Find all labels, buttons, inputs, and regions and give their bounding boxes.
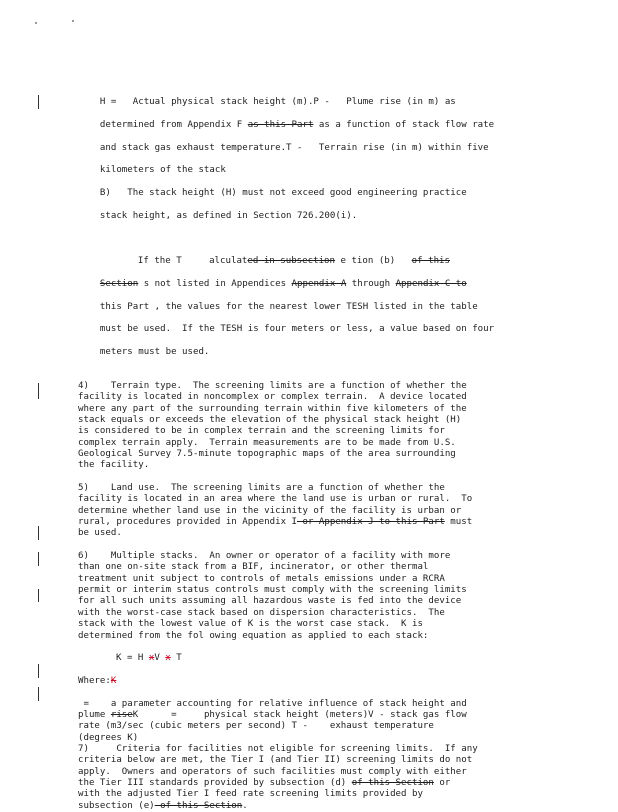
text-run: 5) Land use. The screening limits are a function of whether the facility is located in an area where the land use is urban or rural. To determine whether land use in the vicinity of the facility is urban or rural, procedures provided in Appendix I — [78, 483, 473, 528]
text-run: determined from Appendix F — [99, 120, 248, 131]
text-run: e tion (b) — [335, 256, 412, 267]
revision-bar — [38, 589, 39, 602]
text-run: must be used. — [78, 517, 473, 539]
text-run: stack height, as defined in Section 726.200(i). — [99, 210, 358, 221]
text-run: If the T alculat — [137, 256, 248, 267]
text-run: K = physical stack height (meters)V - stack gas flow rate (m3/sec (cubic meters per second) T - exhaust temperature (degrees K) 7) Criteria for facilities not eligible for screening limits. If any criteria below are met, the Tier I (and Tier II) screening limits do not apply. Owners and operators of such facilities must comply with either the Tier III standards provided by subsection (d) — [78, 709, 478, 788]
text-run: as a function of stack flow rate — [313, 120, 495, 131]
text-run: must be used. If the TESH is four meters or less, a value based on four — [99, 324, 495, 335]
paragraph-definitions-and-criteria — [78, 699, 548, 812]
revision-bar — [38, 95, 39, 109]
struck-operator: x — [148, 653, 155, 664]
struck-text: ed in subsection — [247, 256, 336, 267]
struck-text: as this Part — [247, 120, 314, 131]
scan-speck — [72, 20, 74, 22]
text-run: , the values for the nearest lower TESH listed in the table — [149, 301, 478, 312]
text-run: s not listed in Appendices — [138, 278, 292, 289]
struck-variable: K — [110, 675, 117, 686]
where-label: Where: — [78, 675, 111, 686]
text-run: or with the adjusted Tier I feed rate screening limits provided by subsection (e) — [78, 777, 451, 811]
struck-text: Appendix A — [291, 278, 347, 289]
equation-text: K = H — [116, 653, 149, 664]
text-run: and stack gas exhaust temperature.T - Terrain rise (in m) within five — [99, 142, 489, 153]
text-run: this Part — [99, 301, 150, 312]
revision-bar — [38, 664, 39, 678]
text-run: B) The stack height (H) must not exceed good engineering practice — [99, 188, 467, 199]
paragraph-tesh — [78, 245, 548, 370]
equation-text: T — [170, 653, 182, 664]
struck-text: of this Section — [351, 777, 434, 788]
revision-bar — [38, 526, 39, 540]
struck-text: of this Section — [154, 800, 243, 811]
text-run: . — [242, 800, 248, 811]
text-run: through — [346, 278, 396, 289]
struck-text: or Appendix J to this Part — [297, 517, 445, 528]
text-run: H = Actual physical stack height (m).P - Plume rise (in m) as — [99, 97, 456, 108]
paragraph-multiple-stacks: 6) Multiple stacks. An owner or operator of a facility with more than one on-site stack from a BIF, incinerator, or other thermal treatment unit subject to controls of metals emissions under a RCRA permit or interim status controls must comply with the screening limits for all such units assuming all hazardous waste is fed into the device with the worst-case stack based on dispersion characteristics. The stack with the lowest value of K is the worst case stack. K is determined from the fol owing equation as applied to each stack: — [78, 551, 467, 641]
document-page — [78, 86, 548, 812]
revision-bar — [38, 552, 39, 566]
struck-text: Appendix C to — [395, 278, 467, 289]
text-run: kilometers of the stack — [99, 165, 226, 176]
paragraph-stack-height — [78, 86, 548, 233]
paragraph-land-use — [78, 483, 548, 540]
revision-bar — [38, 687, 39, 701]
struck-text: Section — [99, 278, 139, 289]
struck-text: rise — [110, 709, 133, 720]
equation-k — [78, 653, 548, 664]
struck-operator: x — [165, 653, 171, 664]
text-run: = a parameter accounting for relative influence of stack height and plume — [78, 698, 467, 720]
where-line — [78, 676, 548, 687]
equation-text: V — [154, 653, 166, 664]
text-run: meters must be used. — [99, 346, 210, 357]
scan-speck — [35, 22, 37, 24]
struck-text: of this — [411, 256, 450, 267]
paragraph-terrain-type: 4) Terrain type. The screening limits are a function of whether the facility is located in noncomplex or complex terrain. A device located where any part of the surrounding terrain within five kilometers of the stack equals or exceeds the elevation of the physical stack height (H) is considered to be in complex terrain and the screening limits for complex terrain apply. Terrain measurements are to be made from U.S. Geological Survey 7.5-minute topographic maps of the area surrounding the facility. — [78, 380, 467, 471]
revision-bar — [38, 383, 39, 399]
